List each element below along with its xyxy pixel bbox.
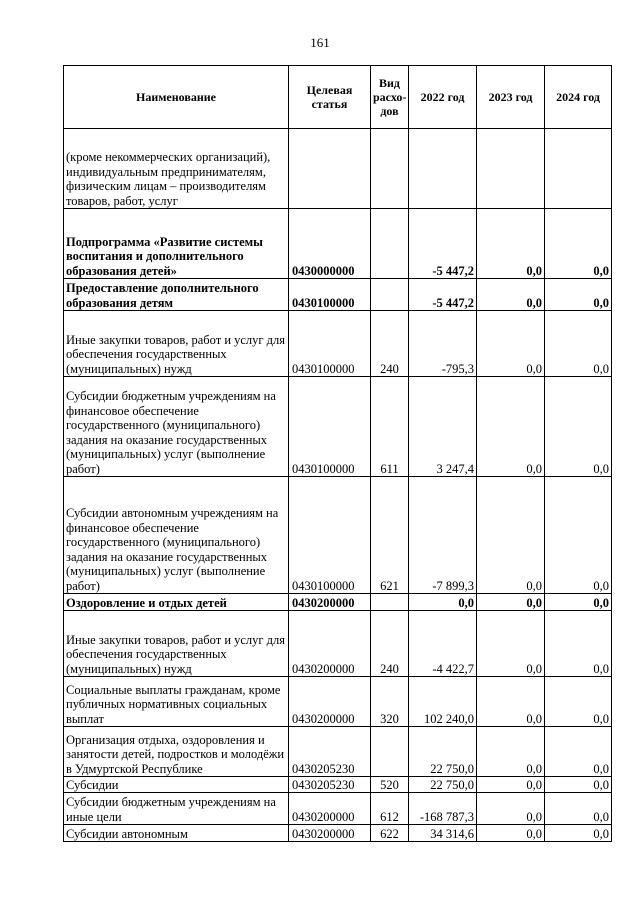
- row-2022: 22 750,0: [409, 777, 477, 793]
- row-code: 0430200000: [289, 793, 371, 825]
- row-vid: 240: [371, 611, 409, 677]
- header-name: Наименование: [64, 66, 289, 129]
- row-2024: 0,0: [545, 677, 612, 727]
- row-code: 0430205230: [289, 777, 371, 793]
- row-2024: 0,0: [545, 825, 612, 842]
- table-row: [64, 825, 612, 842]
- header-2022: 2022 год: [409, 66, 477, 129]
- row-name: Организация отдыха, оздоровления и занятости детей, подростков и молодёжи в Удмуртской Республике: [64, 727, 289, 777]
- row-vid: [371, 594, 409, 611]
- row-vid: [371, 209, 409, 279]
- row-vid: 622: [371, 825, 409, 842]
- table-row: [64, 129, 612, 209]
- row-2022: -7 899,3: [409, 477, 477, 594]
- table-row: [64, 727, 612, 777]
- table-row: [64, 209, 612, 279]
- row-name: Субсидии бюджетным учреждениям на финансовое обеспечение государственного (муниципального) задания на оказание государственных (муниципальных) услуг (выполнение работ): [64, 377, 289, 477]
- header-2023: 2023 год: [477, 66, 545, 129]
- row-2024: 0,0: [545, 209, 612, 279]
- row-2023: 0,0: [477, 611, 545, 677]
- row-code: 0430100000: [289, 477, 371, 594]
- row-2024: 0,0: [545, 777, 612, 793]
- row-name: Подпрограмма «Развитие системы воспитания и дополнительного образования детей»: [64, 209, 289, 279]
- table-row: [64, 311, 612, 377]
- row-name: (кроме некоммерческих организаций), индивидуальным предпринимателям, физическим лицам – производителям товаров, работ, услуг: [64, 129, 289, 209]
- row-2023: [477, 129, 545, 209]
- row-name: Субсидии бюджетным учреждениям на иные цели: [64, 793, 289, 825]
- row-2022: -5 447,2: [409, 279, 477, 311]
- row-name: Иные закупки товаров, работ и услуг для обеспечения государственных (муниципальных) нужд: [64, 311, 289, 377]
- row-name: Оздоровление и отдых детей: [64, 594, 289, 611]
- budget-table: [63, 65, 612, 842]
- row-vid: 320: [371, 677, 409, 727]
- table-row: [64, 677, 612, 727]
- table-row: [64, 611, 612, 677]
- row-2024: 0,0: [545, 594, 612, 611]
- row-vid: [371, 129, 409, 209]
- row-code: 0430200000: [289, 594, 371, 611]
- row-2023: 0,0: [477, 793, 545, 825]
- row-code: 0430100000: [289, 311, 371, 377]
- header-code: Целевая статья: [289, 66, 371, 129]
- row-2023: 0,0: [477, 477, 545, 594]
- row-2022: -5 447,2: [409, 209, 477, 279]
- row-vid: 520: [371, 777, 409, 793]
- row-2024: 0,0: [545, 727, 612, 777]
- row-2022: -168 787,3: [409, 793, 477, 825]
- row-2022: 22 750,0: [409, 727, 477, 777]
- row-2023: 0,0: [477, 209, 545, 279]
- row-code: 0430200000: [289, 611, 371, 677]
- row-code: 0430100000: [289, 377, 371, 477]
- row-2022: [409, 129, 477, 209]
- row-vid: [371, 727, 409, 777]
- row-code: 0430000000: [289, 209, 371, 279]
- table-row: [64, 377, 612, 477]
- row-code: [289, 129, 371, 209]
- table-row: [64, 793, 612, 825]
- row-vid: 621: [371, 477, 409, 594]
- page-number: 161: [310, 35, 330, 50]
- row-name: Предоставление дополнительного образования детям: [64, 279, 289, 311]
- row-code: 0430200000: [289, 677, 371, 727]
- row-2022: 0,0: [409, 594, 477, 611]
- row-2022: 34 314,6: [409, 825, 477, 842]
- row-vid: 612: [371, 793, 409, 825]
- row-vid: 611: [371, 377, 409, 477]
- table-row: [64, 594, 612, 611]
- row-2023: 0,0: [477, 677, 545, 727]
- row-2024: 0,0: [545, 377, 612, 477]
- row-2022: -795,3: [409, 311, 477, 377]
- row-code: 0430200000: [289, 825, 371, 842]
- row-2022: 102 240,0: [409, 677, 477, 727]
- row-2024: 0,0: [545, 311, 612, 377]
- row-2023: 0,0: [477, 727, 545, 777]
- row-vid: [371, 279, 409, 311]
- row-name: Субсидии: [64, 777, 289, 793]
- row-name: Социальные выплаты гражданам, кроме публичных нормативных социальных выплат: [64, 677, 289, 727]
- row-2024: 0,0: [545, 477, 612, 594]
- row-2023: 0,0: [477, 594, 545, 611]
- row-vid: 240: [371, 311, 409, 377]
- row-name: Иные закупки товаров, работ и услуг для обеспечения государственных (муниципальных) нужд: [64, 611, 289, 677]
- row-2023: 0,0: [477, 311, 545, 377]
- table-header-row: [64, 66, 612, 129]
- row-2023: 0,0: [477, 825, 545, 842]
- row-2024: 0,0: [545, 611, 612, 677]
- row-code: 0430100000: [289, 279, 371, 311]
- row-2023: 0,0: [477, 377, 545, 477]
- row-2022: -4 422,7: [409, 611, 477, 677]
- header-vid: Вид расхо-дов: [371, 66, 409, 129]
- table-row: [64, 279, 612, 311]
- row-2024: 0,0: [545, 279, 612, 311]
- row-name: Субсидии автономным: [64, 825, 289, 842]
- row-2024: 0,0: [545, 793, 612, 825]
- table-row: [64, 777, 612, 793]
- row-2023: 0,0: [477, 777, 545, 793]
- row-2023: 0,0: [477, 279, 545, 311]
- row-2022: 3 247,4: [409, 377, 477, 477]
- row-name: Субсидии автономным учреждениям на финансовое обеспечение государственного (муниципального) задания на оказание государственных (муниципальных) услуг (выполнение работ): [64, 477, 289, 594]
- header-2024: 2024 год: [545, 66, 612, 129]
- row-code: 0430205230: [289, 727, 371, 777]
- row-2024: [545, 129, 612, 209]
- table-row: [64, 477, 612, 594]
